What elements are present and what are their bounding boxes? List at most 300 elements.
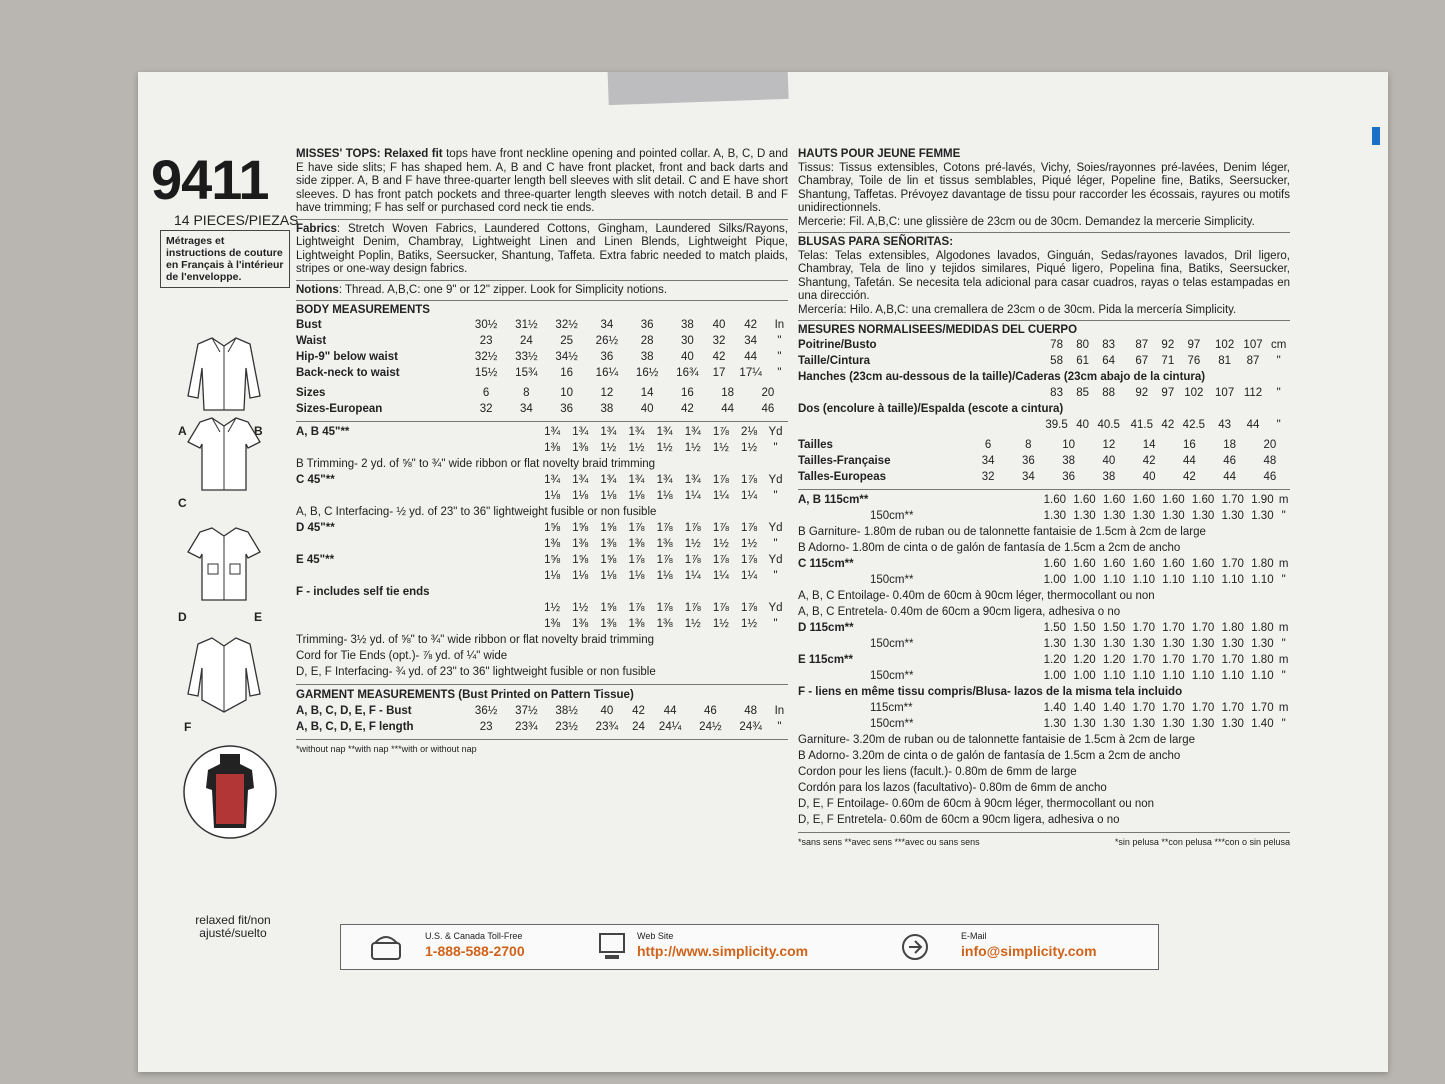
value-cell: 1.60 bbox=[1043, 493, 1067, 506]
value-cell: 1.30 bbox=[1043, 509, 1067, 522]
value-cell: 1⅜ bbox=[656, 537, 673, 550]
french-mercerie: Mercerie: Fil. A,B,C: une glissière de 23cm ou de 30cm. Demandez la mercerie Simplicity. bbox=[798, 215, 1255, 228]
row-label: Back-neck to waist bbox=[296, 366, 400, 379]
view-label-a: A bbox=[178, 424, 187, 438]
value-cell: 1¾ bbox=[684, 473, 701, 486]
value-cell: 42 bbox=[1161, 418, 1175, 431]
unit-cell: " bbox=[1281, 717, 1286, 730]
row-label bbox=[798, 386, 1040, 402]
value-cell: 1.70 bbox=[1221, 653, 1244, 666]
view-label-f: F bbox=[184, 720, 192, 734]
value-cell: 1.30 bbox=[1221, 637, 1244, 650]
table-row bbox=[296, 386, 788, 402]
value-cell: 16¼ bbox=[595, 366, 619, 379]
value-cell: 17¼ bbox=[739, 366, 762, 379]
unit-cell: m bbox=[1278, 493, 1289, 506]
value-cell: 34 bbox=[519, 402, 533, 415]
value-cell: 64 bbox=[1102, 354, 1116, 367]
value-cell: 1½ bbox=[741, 537, 758, 550]
value-cell: 1.70 bbox=[1162, 621, 1185, 634]
value-cell: 44 bbox=[721, 402, 735, 415]
value-cell: 15½ bbox=[474, 366, 498, 379]
spanish-title: BLUSAS PARA SEÑORITAS: bbox=[798, 236, 954, 248]
value-cell: 40.5 bbox=[1097, 418, 1120, 431]
value-cell: 1.30 bbox=[1102, 637, 1126, 650]
value-cell: 44 bbox=[744, 350, 758, 363]
row-label: A, B 45"** bbox=[296, 425, 350, 438]
value-cell: 1.80 bbox=[1221, 621, 1244, 634]
table-row bbox=[296, 649, 788, 665]
value-cell: 1⅜ bbox=[656, 617, 673, 630]
table-row bbox=[798, 701, 1290, 717]
value-cell: 1.30 bbox=[1102, 717, 1126, 730]
website-link[interactable]: http://www.simplicity.com bbox=[637, 943, 809, 959]
phone-number[interactable]: 1-888-588-2700 bbox=[425, 943, 525, 959]
row-label: A, B, C, D, E, F - Bust bbox=[296, 704, 412, 717]
value-cell: 1½ bbox=[712, 617, 729, 630]
fabrics-label: Fabrics bbox=[296, 222, 337, 235]
unit-cell: In bbox=[774, 704, 785, 717]
row-label: C 115cm** bbox=[798, 557, 854, 570]
french-spanish-column bbox=[798, 148, 1290, 849]
unit-cell: " bbox=[777, 720, 782, 733]
value-cell: 1½ bbox=[712, 537, 729, 550]
value-cell: 102 bbox=[1184, 386, 1204, 399]
value-cell: 34½ bbox=[555, 350, 578, 363]
table-row bbox=[798, 525, 1290, 541]
value-cell: 1⅜ bbox=[544, 617, 561, 630]
value-cell: 1⅞ bbox=[712, 473, 729, 486]
value-cell: 1¼ bbox=[712, 569, 729, 582]
value-cell: 1.10 bbox=[1191, 573, 1215, 586]
value-cell: 1.30 bbox=[1073, 717, 1096, 730]
yardage-table bbox=[296, 425, 788, 681]
row-label: Sizes-European bbox=[296, 402, 383, 415]
value-cell: 36½ bbox=[474, 704, 498, 717]
note-cell: B Adorno- 1.80m de cinta o de galón de fantasía de 1.5cm a 2cm de ancho bbox=[798, 541, 1181, 554]
row-label: Taille/Cintura bbox=[798, 354, 870, 367]
value-cell: 78 bbox=[1050, 338, 1063, 351]
note-cell: GARMENT MEASUREMENTS (Bust Printed on Pattern Tissue) bbox=[296, 688, 634, 701]
value-cell: 42 bbox=[744, 318, 758, 331]
value-cell: 1.10 bbox=[1162, 669, 1185, 682]
value-cell: 1⅞ bbox=[684, 521, 701, 534]
value-cell: 1.30 bbox=[1102, 509, 1126, 522]
table-row bbox=[296, 553, 788, 569]
value-cell: 16 bbox=[1182, 438, 1196, 451]
value-cell: 16½ bbox=[635, 366, 659, 379]
table-row bbox=[798, 765, 1290, 781]
email-link[interactable]: info@simplicity.com bbox=[961, 943, 1097, 959]
value-cell: 1½ bbox=[684, 617, 701, 630]
top-sketch-de-icon bbox=[184, 524, 264, 604]
row-label: 150cm** bbox=[870, 573, 914, 586]
french-tissus: Tissus: Tissus extensibles, Cotons pré-lavés, Vichy, Soies/rayonnes pré-lavées, Denim léger, Chambray, Toile de lin et tissus semblables, Piqué léger, Popeline fine, Batiks, Seersucker, Shantung, Taffetas. Prévoyez davantage de tissu pour raccorder les écossais, rayures ou motifs unidirectionnels. bbox=[798, 161, 1290, 214]
value-cell: 1⅛ bbox=[628, 489, 645, 502]
table-row bbox=[798, 470, 1290, 486]
value-cell: 23¾ bbox=[595, 720, 619, 733]
value-cell: 1¾ bbox=[656, 473, 673, 486]
value-cell: 1.60 bbox=[1162, 493, 1185, 506]
value-cell: 1.60 bbox=[1191, 557, 1215, 570]
value-cell: 40 bbox=[1142, 470, 1156, 483]
value-cell: 1⅞ bbox=[628, 601, 645, 614]
unit-cell: Yd bbox=[768, 601, 783, 614]
table-row bbox=[296, 402, 788, 418]
value-cell: 30½ bbox=[474, 318, 498, 331]
value-cell: 1.00 bbox=[1043, 573, 1067, 586]
value-cell: 1.70 bbox=[1162, 653, 1185, 666]
view-label-d: D bbox=[178, 610, 187, 624]
value-cell: 6 bbox=[984, 438, 992, 451]
value-cell: 24 bbox=[519, 334, 533, 347]
table-row bbox=[296, 489, 788, 505]
note-cell: Hanches (23cm au-dessous de la taille)/Caderas (23cm abajo de la cintura) bbox=[798, 370, 1206, 383]
pattern-pieces: 14 PIECES/PIEZAS bbox=[174, 212, 299, 228]
row-label: Bust bbox=[296, 318, 322, 331]
row-label: 150cm** bbox=[870, 669, 914, 682]
row-label: 150cm** bbox=[870, 637, 914, 650]
value-cell: 87 bbox=[1246, 354, 1260, 367]
french-footnote: *sans sens **avec sens ***avec ou sans sens bbox=[798, 836, 980, 847]
value-cell: 85 bbox=[1076, 386, 1089, 399]
value-cell: 41.5 bbox=[1130, 418, 1153, 431]
value-cell: 67 bbox=[1135, 354, 1149, 367]
value-cell: 1.10 bbox=[1221, 669, 1244, 682]
body-measurements-table bbox=[296, 318, 788, 382]
note-cell: Cordon pour les liens (facult.)- 0.80m de 6mm de large bbox=[798, 765, 1077, 778]
value-cell: 30 bbox=[680, 334, 694, 347]
view-label-e: E bbox=[254, 610, 263, 624]
value-cell: 1¾ bbox=[628, 425, 645, 438]
value-cell: 15¾ bbox=[515, 366, 538, 379]
value-cell: 10 bbox=[560, 386, 574, 399]
value-cell: 1⅞ bbox=[656, 521, 673, 534]
value-cell: 83 bbox=[1102, 338, 1116, 351]
value-cell: 38 bbox=[680, 318, 694, 331]
value-cell: 92 bbox=[1161, 338, 1175, 351]
value-cell: 1.40 bbox=[1073, 701, 1096, 714]
table-row bbox=[798, 438, 1290, 454]
unit-cell: Yd bbox=[768, 553, 783, 566]
unit-cell: " bbox=[773, 441, 778, 454]
value-cell: 1.30 bbox=[1191, 717, 1215, 730]
unit-cell: " bbox=[773, 489, 778, 502]
note-cell: Cordón para los lazos (facultativo)- 0.80m de 6mm de ancho bbox=[798, 781, 1107, 794]
mesures-table bbox=[798, 338, 1290, 434]
value-cell: 1⅛ bbox=[656, 489, 673, 502]
table-row bbox=[296, 350, 788, 366]
row-label: Sizes bbox=[296, 386, 326, 399]
value-cell: 42 bbox=[680, 402, 694, 415]
table-row bbox=[798, 685, 1290, 701]
value-cell: 81 bbox=[1218, 354, 1232, 367]
value-cell: 24 bbox=[632, 720, 645, 733]
value-cell: 1½ bbox=[684, 537, 701, 550]
row-label: 115cm** bbox=[870, 701, 913, 714]
value-cell: 37½ bbox=[515, 704, 538, 717]
value-cell: 44 bbox=[1223, 470, 1237, 483]
row-label: E 115cm** bbox=[798, 653, 853, 666]
value-cell: 32 bbox=[981, 470, 995, 483]
spanish-merceria: Mercería: Hilo. A,B,C: una cremallera de 23cm o de 30cm. Pida la mercería Simplicity. bbox=[798, 303, 1237, 316]
value-cell: 1.70 bbox=[1191, 701, 1215, 714]
value-cell: 1⅞ bbox=[741, 553, 758, 566]
value-cell: 16 bbox=[560, 366, 574, 379]
value-cell: 8 bbox=[523, 386, 530, 399]
value-cell: 14 bbox=[640, 386, 654, 399]
table-row bbox=[798, 493, 1290, 509]
unit-cell: " bbox=[777, 366, 782, 379]
value-cell: 1¾ bbox=[544, 425, 561, 438]
value-cell: 1½ bbox=[741, 441, 758, 454]
value-cell: 76 bbox=[1187, 354, 1201, 367]
value-cell: 1.10 bbox=[1251, 573, 1274, 586]
value-cell: 1.20 bbox=[1102, 653, 1126, 666]
table-row bbox=[798, 402, 1290, 418]
value-cell: 1.20 bbox=[1043, 653, 1067, 666]
value-cell: 1⅛ bbox=[572, 569, 589, 582]
note-cell: B Trimming- 2 yd. of ⅝" to ¾" wide ribbon or flat novelty braid trimming bbox=[296, 457, 656, 470]
value-cell: 23½ bbox=[555, 720, 578, 733]
note-cell: Dos (encolure à taille)/Espalda (escote a cintura) bbox=[798, 402, 1064, 415]
value-cell: 1.50 bbox=[1102, 621, 1126, 634]
value-cell: 18 bbox=[1223, 438, 1237, 451]
value-cell: 97 bbox=[1187, 338, 1201, 351]
value-cell: 1⅝ bbox=[600, 601, 617, 614]
value-cell: 1⅞ bbox=[684, 601, 701, 614]
value-cell: 12 bbox=[1102, 438, 1116, 451]
value-cell: 33½ bbox=[515, 350, 538, 363]
value-cell: 36 bbox=[600, 350, 614, 363]
unit-cell: " bbox=[1281, 637, 1286, 650]
value-cell: 32 bbox=[479, 402, 493, 415]
value-cell: 1.10 bbox=[1191, 669, 1215, 682]
value-cell: 1.70 bbox=[1132, 701, 1155, 714]
value-cell: 24¾ bbox=[739, 720, 762, 733]
value-cell: 43 bbox=[1218, 418, 1232, 431]
mesures-title: MESURES NORMALISEES/MEDIDAS DEL CUERPO bbox=[798, 324, 1078, 336]
sizes-table bbox=[296, 386, 788, 418]
row-label: 150cm** bbox=[870, 717, 914, 730]
value-cell: 88 bbox=[1102, 386, 1116, 399]
value-cell: 1⅛ bbox=[544, 489, 561, 502]
unit-cell: In bbox=[774, 318, 785, 331]
value-cell: 1½ bbox=[544, 601, 561, 614]
value-cell: 1⅝ bbox=[600, 553, 617, 566]
value-cell: 1.70 bbox=[1251, 701, 1274, 714]
value-cell: 1½ bbox=[712, 441, 729, 454]
table-row bbox=[798, 621, 1290, 637]
notions-label: Notions bbox=[296, 283, 339, 296]
value-cell: 46 bbox=[761, 402, 775, 415]
value-cell: 1⅛ bbox=[600, 489, 617, 502]
top-sketch-c-icon bbox=[184, 414, 264, 494]
value-cell: 44 bbox=[1182, 454, 1196, 467]
value-cell: 1.70 bbox=[1162, 701, 1185, 714]
value-cell: 1½ bbox=[628, 441, 645, 454]
value-cell: 26½ bbox=[595, 334, 619, 347]
value-cell: 8 bbox=[1025, 438, 1032, 451]
row-label bbox=[296, 537, 538, 553]
value-cell: 28 bbox=[640, 334, 654, 347]
value-cell: 1.80 bbox=[1251, 557, 1274, 570]
value-cell: 1⅛ bbox=[544, 569, 561, 582]
note-cell: A, B, C Entoilage- 0.40m de 60cm à 90cm léger, thermocollant ou non bbox=[798, 589, 1155, 602]
value-cell: 1.30 bbox=[1132, 509, 1155, 522]
value-cell: 1¾ bbox=[600, 425, 617, 438]
tailles-table bbox=[798, 438, 1290, 486]
value-cell: 2⅛ bbox=[741, 425, 758, 438]
table-row bbox=[798, 813, 1290, 829]
value-cell: 6 bbox=[482, 386, 490, 399]
value-cell: 40 bbox=[1076, 418, 1089, 431]
value-cell: 1⅛ bbox=[628, 569, 645, 582]
value-cell: 23 bbox=[479, 334, 493, 347]
contact-strip bbox=[340, 924, 1159, 970]
table-row bbox=[296, 473, 788, 489]
value-cell: 1.30 bbox=[1191, 509, 1215, 522]
unit-cell: cm bbox=[1270, 338, 1287, 351]
value-cell: 1½ bbox=[684, 441, 701, 454]
value-cell: 25 bbox=[560, 334, 574, 347]
value-cell: 42 bbox=[632, 704, 645, 717]
spanish-telas: Telas: Telas extensibles, Algodones lavados, Ginguán, Sedas/rayones lavados, Dril ligero, Chambray, Tela de lino y tejidos similares, Piqué ligero, Popelina fina, Batiks, Seersucker, Shantung, Tafetán. Se necesita tela adicional para casar cuadros, rayas o telas estampadas en una dirección. bbox=[798, 249, 1290, 302]
note-cell: Trimming- 3½ yd. of ⅝" to ¾" wide ribbon or flat novelty braid trimming bbox=[296, 633, 654, 646]
pattern-envelope bbox=[138, 72, 1388, 1072]
value-cell: 42 bbox=[1142, 454, 1156, 467]
value-cell: 40 bbox=[640, 402, 654, 415]
unit-cell: " bbox=[1276, 386, 1281, 399]
envelope-flap bbox=[607, 72, 788, 105]
value-cell: 97 bbox=[1161, 386, 1175, 399]
table-row bbox=[798, 354, 1290, 370]
value-cell: 48 bbox=[1263, 454, 1277, 467]
table-row bbox=[296, 318, 788, 334]
unit-cell: m bbox=[1278, 653, 1289, 666]
row-label bbox=[798, 418, 1040, 434]
value-cell: 1¼ bbox=[741, 569, 758, 582]
table-row bbox=[296, 457, 788, 473]
value-cell: 1⅜ bbox=[544, 441, 561, 454]
value-cell: 38 bbox=[1062, 454, 1076, 467]
value-cell: 42 bbox=[712, 350, 726, 363]
value-cell: 1⅞ bbox=[712, 553, 729, 566]
value-cell: 1.60 bbox=[1073, 557, 1096, 570]
row-label: A, B, C, D, E, F length bbox=[296, 720, 414, 733]
value-cell: 1.90 bbox=[1251, 493, 1274, 506]
spanish-footnote: *sin pelusa **con pelusa ***con o sin pelusa bbox=[1114, 836, 1290, 847]
value-cell: 87 bbox=[1135, 338, 1149, 351]
table-row bbox=[296, 688, 788, 704]
email-icon bbox=[897, 931, 933, 963]
value-cell: 31½ bbox=[515, 318, 538, 331]
value-cell: 1.30 bbox=[1162, 637, 1185, 650]
value-cell: 1.40 bbox=[1043, 701, 1067, 714]
computer-icon bbox=[597, 931, 627, 963]
value-cell: 1⅜ bbox=[544, 537, 561, 550]
unit-cell: " bbox=[1281, 509, 1286, 522]
note-cell: F - includes self tie ends bbox=[296, 585, 430, 598]
value-cell: 61 bbox=[1076, 354, 1089, 367]
value-cell: 1.30 bbox=[1221, 717, 1244, 730]
value-cell: 1¾ bbox=[572, 473, 589, 486]
view-label-b: B bbox=[254, 424, 263, 438]
table-row bbox=[296, 585, 788, 601]
note-cell: A, B, C Entretela- 0.40m de 60cm a 90cm ligera, adhesiva o no bbox=[798, 605, 1121, 618]
body-measurements-title: BODY MEASUREMENTS bbox=[296, 304, 430, 316]
value-cell: 1.60 bbox=[1132, 493, 1155, 506]
table-row bbox=[798, 589, 1290, 605]
row-label bbox=[296, 617, 538, 633]
value-cell: 1.70 bbox=[1221, 557, 1244, 570]
value-cell: 36 bbox=[1062, 470, 1076, 483]
value-cell: 24¼ bbox=[658, 720, 682, 733]
table-row bbox=[798, 797, 1290, 813]
value-cell: 1.00 bbox=[1073, 669, 1096, 682]
value-cell: 1⅞ bbox=[628, 521, 645, 534]
value-cell: 38 bbox=[1102, 470, 1116, 483]
value-cell: 1⅞ bbox=[712, 425, 729, 438]
value-cell: 92 bbox=[1135, 386, 1149, 399]
value-cell: 48 bbox=[744, 704, 758, 717]
value-cell: 32½ bbox=[474, 350, 498, 363]
value-cell: 1¾ bbox=[684, 425, 701, 438]
value-cell: 39.5 bbox=[1045, 418, 1068, 431]
unit-cell: m bbox=[1278, 701, 1289, 714]
value-cell: 1⅜ bbox=[628, 537, 645, 550]
unit-cell: " bbox=[773, 537, 778, 550]
unit-cell: " bbox=[1276, 354, 1281, 367]
table-row bbox=[798, 653, 1290, 669]
value-cell: 1¼ bbox=[741, 489, 758, 502]
value-cell: 1⅞ bbox=[628, 553, 645, 566]
row-label: A, B 115cm** bbox=[798, 493, 869, 506]
value-cell: 1⅞ bbox=[741, 521, 758, 534]
value-cell: 34 bbox=[981, 454, 995, 467]
note-cell: B Garniture- 1.80m de ruban ou de talonnette fantaisie de 1.5cm à 2cm de large bbox=[798, 525, 1206, 538]
value-cell: 1.30 bbox=[1043, 717, 1067, 730]
value-cell: 1.70 bbox=[1221, 493, 1244, 506]
value-cell: 1.30 bbox=[1221, 509, 1244, 522]
value-cell: 18 bbox=[721, 386, 735, 399]
row-label: Hip-9" below waist bbox=[296, 350, 398, 363]
blue-mark bbox=[1372, 127, 1380, 145]
value-cell: 112 bbox=[1243, 386, 1263, 399]
fabrics-text: : Stretch Woven Fabrics, Laundered Cottons, Gingham, Laundered Silks/Rayons, Lightweight Denim, Chambray, Lightweight Linen and Linen Blends, Lightweight Pique, Lightweight Poplin, Batiks, Seersucker, Shantung, Taffeta. Extra fabric needed to match plaids, stripes or one-way design fabrics. bbox=[296, 222, 788, 275]
pattern-number: 9411 bbox=[151, 148, 269, 211]
english-footnote: *without nap **with nap ***with or without nap bbox=[296, 743, 477, 754]
value-cell: 1.70 bbox=[1221, 701, 1244, 714]
table-row bbox=[798, 669, 1290, 685]
value-cell: 1.10 bbox=[1162, 573, 1185, 586]
note-cell: Cord for Tie Ends (opt.)- ⅞ yd. of ¼" wide bbox=[296, 649, 508, 662]
value-cell: 1¾ bbox=[572, 425, 589, 438]
value-cell: 1⅞ bbox=[684, 553, 701, 566]
value-cell: 38 bbox=[640, 350, 654, 363]
row-label bbox=[296, 441, 538, 457]
value-cell: 20 bbox=[761, 386, 775, 399]
value-cell: 1¾ bbox=[600, 473, 617, 486]
value-cell: 1.40 bbox=[1102, 701, 1126, 714]
value-cell: 107 bbox=[1215, 386, 1235, 399]
table-row bbox=[296, 366, 788, 382]
value-cell: 1.10 bbox=[1221, 573, 1244, 586]
value-cell: 23¾ bbox=[515, 720, 538, 733]
value-cell: 1⅞ bbox=[741, 473, 758, 486]
value-cell: 1.30 bbox=[1073, 509, 1096, 522]
row-label: C 45"** bbox=[296, 473, 335, 486]
